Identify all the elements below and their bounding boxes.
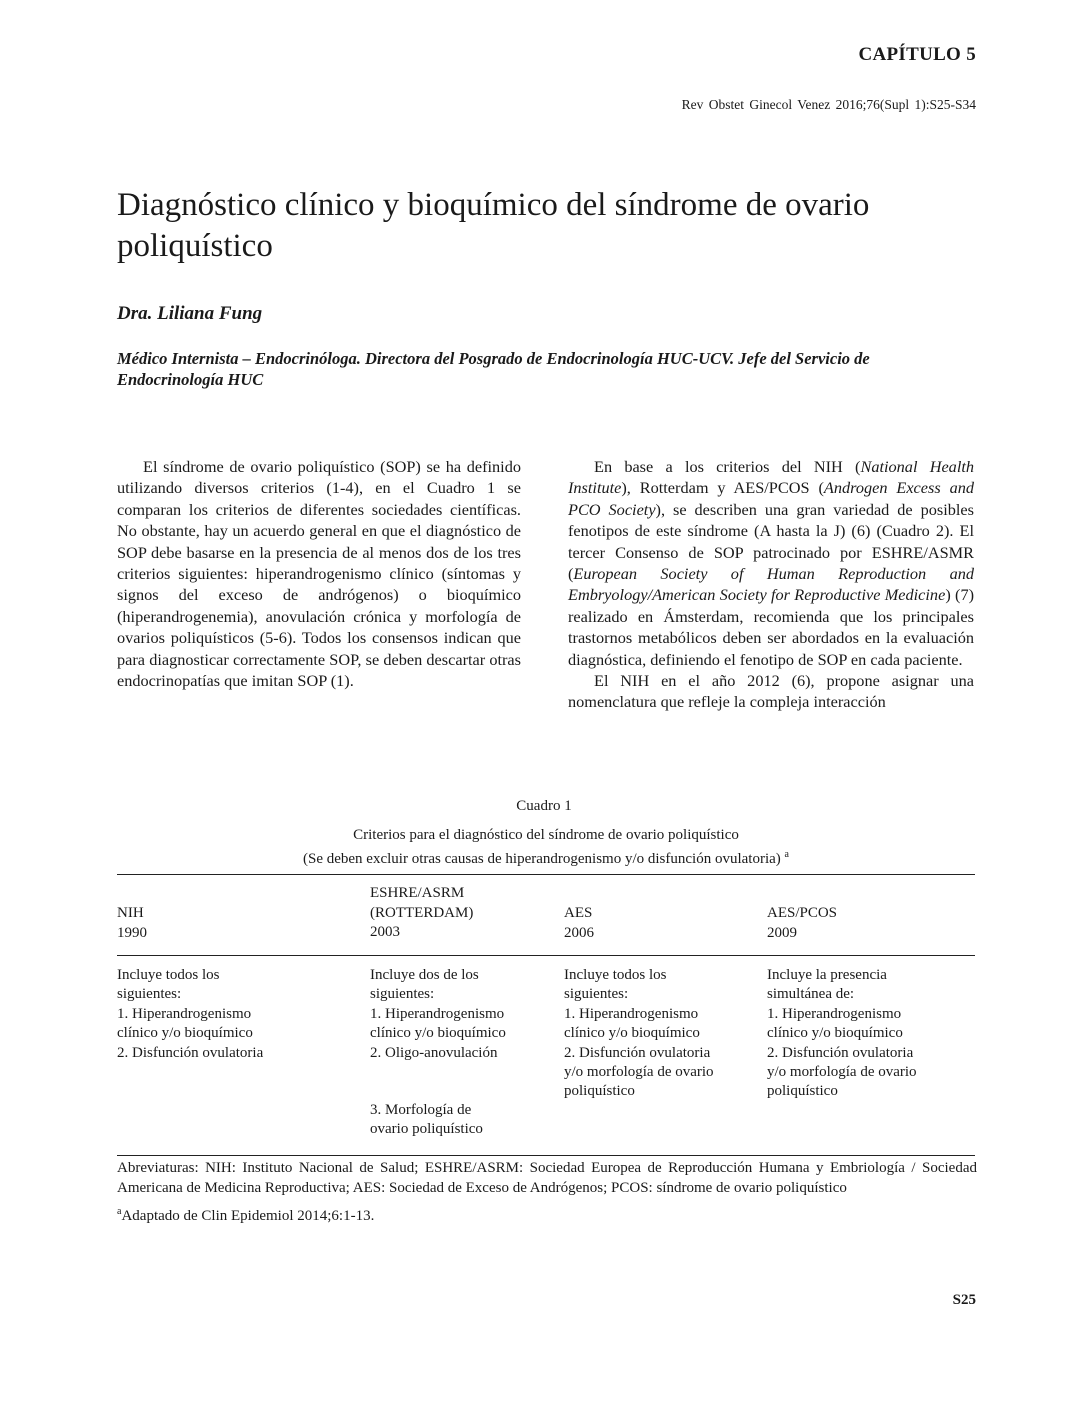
cell-line: 1. Hiperandrogenismo — [370, 1005, 505, 1022]
cell-line: 2. Disfunción ovulatoria — [564, 1044, 711, 1061]
table-rule-header — [117, 955, 975, 956]
header-line: ESHRE/ASRM — [370, 885, 465, 901]
italic-run: Androgen Excess and PCO Society — [568, 478, 975, 519]
source-note — [117, 1202, 977, 1227]
cell-line: simultánea de: — [767, 986, 855, 1003]
table-cell-nih — [117, 966, 263, 1063]
table-footnotes — [117, 1159, 977, 1227]
table-title-sup: a — [784, 849, 789, 860]
table-rule-bottom — [117, 1155, 975, 1156]
table-cell-eshre — [370, 966, 506, 1063]
table-title-line: Criterios para el diagnóstico del síndrome de ovario poliquístico — [353, 827, 739, 843]
body-column-right — [568, 456, 974, 713]
cell-line: 1. Hiperandrogenismo — [564, 1005, 699, 1022]
text-run: ), se describen una gran variedad de posibles fenotipos de este síndrome (A hasta la J) (6) (Cuadro 2). El tercer Consenso de SOP patrocinado por ESHRE/ASMR ( — [568, 499, 974, 584]
cell-line: siguientes: — [370, 986, 435, 1003]
article-title: Diagnóstico clínico y bioquímico del síndrome de ovario poliquístico — [117, 187, 870, 264]
author-name: Dra. Liliana Fung — [117, 303, 263, 324]
table-cell-aes-pcos — [767, 966, 917, 1102]
header-line: 2009 — [767, 924, 797, 941]
author-affiliation: Médico Internista – Endocrinóloga. Directora del Posgrado de Endocrinología HUC-UCV. Jefe del Servicio de Endocrinología HUC — [117, 349, 870, 389]
text-run: En base a los criterios del NIH ( — [594, 457, 861, 476]
cell-line: y/o morfología de ovario — [564, 1064, 714, 1081]
journal-citation: Rev Obstet Ginecol Venez 2016;76(Supl 1):S25-S34 — [681, 97, 976, 112]
cell-line: clínico y/o bioquímico — [117, 1025, 253, 1042]
table-title-text: (Se deben excluir otras causas de hiperandrogenismo y/o disfunción ovulatoria) — [303, 851, 781, 867]
table-header-nih — [117, 904, 147, 943]
table-rule-top — [117, 874, 975, 875]
cell-line: siguientes: — [564, 986, 629, 1003]
table-label: Cuadro 1 — [516, 798, 572, 814]
table-header-aes — [564, 904, 594, 943]
cell-line: poliquístico — [564, 1083, 635, 1100]
table-cell-aes — [564, 966, 714, 1102]
cell-line: 2. Disfunción ovulatoria — [767, 1044, 914, 1061]
header-line: NIH — [117, 905, 144, 921]
body-column-left — [117, 456, 521, 691]
cell-line: 1. Hiperandrogenismo — [117, 1005, 252, 1022]
chapter-label: CAPÍTULO 5 — [858, 44, 976, 65]
header-line: 2003 — [370, 924, 400, 940]
cell-line: Incluye todos los — [117, 967, 220, 983]
cell-line: Incluye todos los — [564, 967, 667, 983]
cell-line: 2. Disfunción ovulatoria — [117, 1044, 264, 1061]
cell-line: siguientes: — [117, 986, 182, 1003]
cell-line: 3. Morfología de — [370, 1102, 472, 1118]
cell-line: Incluye la presencia — [767, 967, 887, 983]
cell-line: Incluye dos de los — [370, 967, 479, 983]
intro-paragraph: El síndrome de ovario poliquístico (SOP) se ha definido utilizando diversos criterios (1-4), en el Cuadro 1 se comparan los criterios de diferentes sociedades científicas. No obstante, hay un acuerdo general en que el diagnóstico de SOP debe basarse en la presencia de al menos dos de los tres criterios siguientes: hiperandrogenismo clínico (síntomas y signos del exceso de andrógenos) o bioquímico (hiperandrogenemia), anovulación crónica y morfología de ovarios poliquísticos (5-6). Todos los consensos indican que para diagnosticar correctamente SOP, se deben descartar otras endocrinopatías que imitan SOP (1). — [117, 457, 521, 691]
text-run: ), Rotterdam y AES/PCOS ( — [621, 478, 824, 498]
table-header-aes-pcos — [767, 904, 837, 943]
italic-run: European Society of Human Reproduction and Embryology/American Society for Reproductive Medicine — [568, 564, 974, 605]
table-title — [117, 826, 975, 869]
abbreviations-note: Abreviaturas: NIH: Instituto Nacional de Salud; ESHRE/ASRM: Sociedad Europea de Reproducción Humana y Embriología / Sociedad Americana de Medicina Reproductiva; AES: Sociedad de Exceso de Andrógenos; PCOS: síndrome de ovario poliquístico — [117, 1160, 977, 1196]
header-line: 1990 — [117, 924, 147, 941]
cell-line: clínico y/o bioquímico — [767, 1025, 903, 1042]
cell-line: poliquístico — [767, 1083, 838, 1100]
header-line: AES — [564, 905, 593, 921]
source-note-sup: a — [117, 1206, 122, 1217]
table-header-eshre — [370, 884, 473, 943]
cell-line: y/o morfología de ovario — [767, 1064, 917, 1081]
nih-paragraph: El NIH en el año 2012 (6), propone asignar una nomenclatura que refleje la compleja interacción — [568, 671, 974, 712]
criteria-paragraph — [568, 456, 974, 670]
cell-line: 1. Hiperandrogenismo — [767, 1005, 902, 1022]
cell-line: ovario poliquístico — [370, 1121, 483, 1138]
italic-run: National Health Institute — [568, 457, 975, 498]
header-line: 2006 — [564, 924, 594, 941]
header-line: AES/PCOS — [767, 905, 838, 921]
cell-line: clínico y/o bioquímico — [564, 1025, 700, 1042]
source-note-text: Adaptado de Clin Epidemiol 2014;6:1-13. — [121, 1208, 375, 1224]
cell-line: 2. Oligo-anovulación — [370, 1044, 498, 1061]
table-cell-eshre-extra — [370, 1101, 483, 1140]
text-run: ) (7) realizado en Ámsterdam, recomienda que los principales trastornos metabólicos deben ser abordados en la evaluación diagnóstica, definiendo el fenotipo de SOP en cada paciente. — [568, 585, 975, 669]
page-number: S25 — [952, 1292, 976, 1308]
cell-line: clínico y/o bioquímico — [370, 1025, 506, 1042]
header-line: (ROTTERDAM) — [370, 904, 474, 921]
table-title-line — [117, 845, 975, 869]
